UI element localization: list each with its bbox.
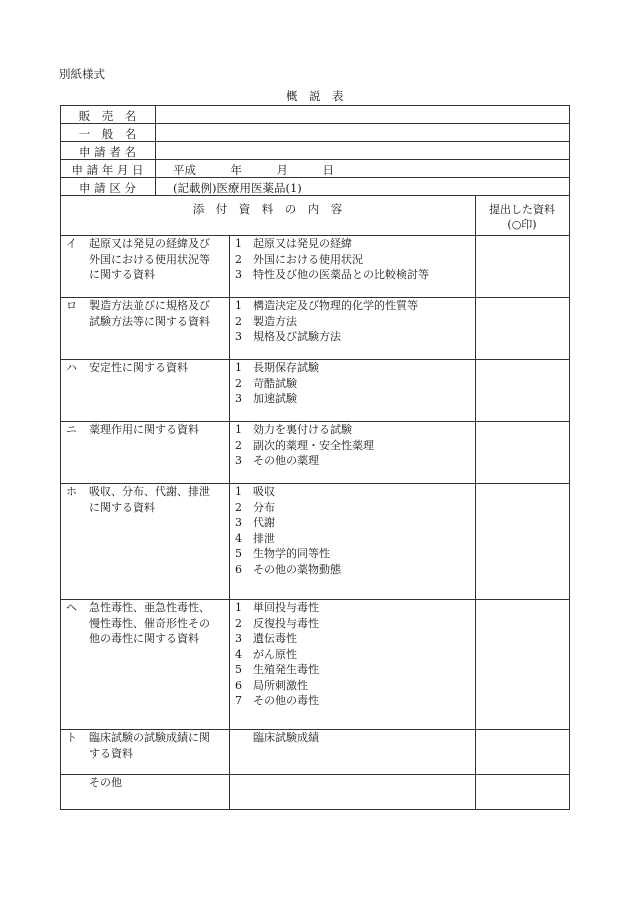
header-label-column-divider <box>155 105 156 196</box>
item-text: 遺伝毒性 <box>253 632 297 645</box>
item-number: 3 <box>235 516 242 529</box>
item-text: 規格及び試験方法 <box>253 330 341 343</box>
submitted-cell[interactable] <box>477 299 568 358</box>
section-title-line: 安定性に関する資料 <box>89 361 188 374</box>
item-column-divider <box>229 235 230 810</box>
section-title-line: その他 <box>89 776 122 789</box>
item-number: 4 <box>235 647 242 661</box>
item-text: 外国における使用状況 <box>253 252 363 266</box>
submitted-column-divider <box>475 195 476 810</box>
submitted-cell[interactable] <box>477 237 568 296</box>
section-title-line: 臨床試験の試験成績に関 <box>89 731 210 744</box>
item-text: 加速試験 <box>253 392 297 405</box>
submitted-column-note: (○印) <box>507 218 537 231</box>
item-text: 生物学的同等性 <box>253 547 330 560</box>
section-mark: ロ <box>66 299 77 312</box>
submitted-cell[interactable] <box>477 485 568 598</box>
section-mark: イ <box>66 237 77 250</box>
submitted-cell[interactable] <box>477 776 568 808</box>
section-title-line: 慢性毒性、催奇形性その <box>89 616 210 630</box>
item-number: 3 <box>235 268 242 281</box>
contents-column-header: 添 付 資 料 の 内 容 <box>192 202 343 216</box>
header-row-label: 申 請 年 月 日 <box>71 163 144 177</box>
form-title: 概 説 表 <box>286 89 344 103</box>
header-row-label: 一 般 名 <box>78 127 137 141</box>
item-text: 単回投与毒性 <box>253 601 319 614</box>
section-mark: ト <box>66 731 77 744</box>
submitted-cell[interactable] <box>477 423 568 482</box>
section-mark: ホ <box>66 485 77 498</box>
item-text: 分布 <box>253 500 275 514</box>
item-text: その他の薬理 <box>253 454 319 467</box>
item-number: 1 <box>235 485 242 498</box>
header-row-label: 申 請 者 名 <box>79 145 136 159</box>
item-number: 2 <box>235 314 242 328</box>
item-text: 苛酷試験 <box>253 376 297 390</box>
submitted-cell[interactable] <box>477 731 568 773</box>
section-title-line: 他の毒性に関する資料 <box>89 632 199 645</box>
item-text: 吸収 <box>253 485 275 498</box>
item-number: 1 <box>235 423 242 436</box>
item-text: 長期保存試験 <box>253 361 319 374</box>
item-number: 7 <box>235 694 242 707</box>
item-number: 5 <box>235 547 242 560</box>
item-text: 製造方法 <box>253 314 297 328</box>
form-label: 別紙様式 <box>59 67 105 81</box>
item-number: 6 <box>235 678 242 692</box>
item-number: 6 <box>235 562 242 576</box>
item-number: 4 <box>235 531 242 545</box>
header-row-value[interactable]: (記載例)医療用医薬品(1) <box>173 181 302 195</box>
item-text: 生殖発生毒性 <box>253 663 319 676</box>
item-text: その他の毒性 <box>253 694 319 707</box>
section-title-line: 急性毒性、亜急性毒性、 <box>89 601 210 614</box>
header-row-value[interactable]: 平成 年 月 日 <box>173 163 334 177</box>
item-number: 5 <box>235 663 242 676</box>
submitted-column-header: 提出した資料 <box>489 203 555 216</box>
item-text: 局所刺激性 <box>253 678 308 692</box>
item-text: 特性及び他の医薬品との比較検討等 <box>253 268 429 281</box>
item-text: 代謝 <box>253 516 275 529</box>
submitted-cell[interactable] <box>477 361 568 420</box>
header-row-label: 販 売 名 <box>78 109 137 123</box>
item-text: 効力を裏付ける試験 <box>253 423 352 436</box>
item-number: 3 <box>235 454 242 467</box>
section-title-line: 吸収、分布、代謝、排泄 <box>89 485 210 498</box>
item-text: 排泄 <box>253 531 275 545</box>
section-title-line: 外国における使用状況等 <box>89 252 210 266</box>
item-text: その他の薬物動態 <box>253 562 341 576</box>
item-number: 1 <box>235 601 242 614</box>
section-mark: ニ <box>66 423 77 436</box>
section-title-line: 薬理作用に関する資料 <box>89 423 199 436</box>
section-mark: ヘ <box>66 601 77 614</box>
item-text: 臨床試験成績 <box>253 731 319 744</box>
item-number: 1 <box>235 299 242 312</box>
section-title-line: 試験方法等に関する資料 <box>89 314 210 328</box>
item-number: 2 <box>235 616 242 630</box>
item-number: 3 <box>235 392 242 405</box>
item-number: 2 <box>235 500 242 514</box>
section-title-line: する資料 <box>89 746 133 760</box>
item-number: 3 <box>235 632 242 645</box>
item-number: 2 <box>235 376 242 390</box>
section-title-line: に関する資料 <box>89 500 155 514</box>
item-number: 1 <box>235 361 242 374</box>
item-text: 反復投与毒性 <box>253 616 319 630</box>
section-mark: ハ <box>66 361 77 374</box>
item-number: 3 <box>235 330 242 343</box>
item-text: 構造決定及び物理的化学的性質等 <box>253 299 418 312</box>
table-right-border <box>569 105 570 810</box>
item-number: 2 <box>235 252 242 266</box>
item-text: 副次的薬理・安全性薬理 <box>253 438 374 452</box>
item-text: がん原性 <box>253 647 297 661</box>
table-top-border <box>60 105 570 106</box>
item-text: 起原又は発見の経緯 <box>253 237 352 250</box>
item-number: 1 <box>235 237 242 250</box>
submitted-cell[interactable] <box>477 601 568 728</box>
item-number: 2 <box>235 438 242 452</box>
table-bottom-border <box>60 809 570 810</box>
header-row-label: 申 請 区 分 <box>79 181 136 195</box>
section-title-line: に関する資料 <box>89 268 155 281</box>
section-divider <box>60 774 570 775</box>
section-title-line: 製造方法並びに規格及び <box>89 299 210 312</box>
section-title-line: 起原又は発見の経緯及び <box>89 237 210 250</box>
